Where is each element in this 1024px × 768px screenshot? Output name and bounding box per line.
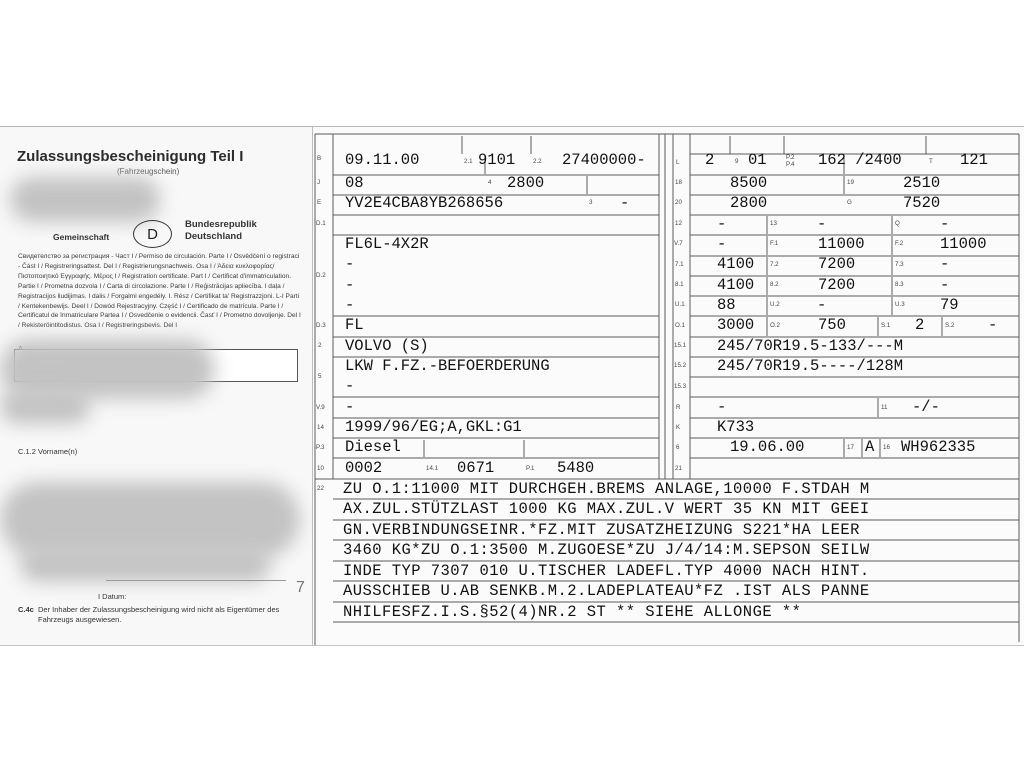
- label-8-2: 8.2: [770, 281, 779, 288]
- label-12: 12: [675, 220, 682, 227]
- label-14-1: 14.1: [426, 465, 439, 472]
- label-s1: S.1: [881, 322, 891, 329]
- label-7-1: 7.1: [675, 261, 684, 268]
- value-o1: 3000: [717, 316, 755, 334]
- label-2-1: 2.1: [464, 158, 473, 165]
- label-8-1: 8.1: [675, 281, 684, 288]
- date-label: I Datum:: [98, 592, 127, 601]
- remarks-line-4: 3460 KG*ZU O.1:3500 M.ZUGOESE*ZU J/4/14:M.SEPSON SEILW: [343, 541, 870, 559]
- value-b-first-registration: 09.11.00: [345, 151, 420, 169]
- label-7-3: 7.3: [895, 261, 904, 268]
- value-5-second-line: -: [345, 377, 355, 395]
- label-o2: O.2: [770, 322, 780, 329]
- label-s2: S.2: [945, 322, 955, 329]
- value-l: 2: [705, 151, 715, 169]
- value-14-emission: 1999/96/EG;A,GKL:G1: [345, 418, 522, 436]
- label-4: 4: [488, 179, 492, 186]
- value-5-vehicle-class: LKW F.FZ.-BEFOERDERUNG: [345, 357, 550, 375]
- label-d2: D.2: [316, 272, 326, 279]
- value-8-3: -: [940, 276, 950, 294]
- label-u3: U.3: [895, 301, 905, 308]
- label-d1: D.1: [316, 220, 326, 227]
- label-k: K: [676, 424, 681, 431]
- value-e-vin: YV2E4CBA8YB268656: [345, 194, 504, 212]
- first-name-label: C.1.2 Vorname(n): [18, 447, 78, 456]
- label-2: 2: [318, 342, 322, 349]
- remarks-line-1: ZU O.1:11000 MIT DURCHGEH.BREMS ANLAGE,10000 F.STDAH M: [343, 480, 870, 498]
- value-g: 7520: [903, 194, 941, 212]
- document-subtitle: (Fahrzeugschein): [117, 167, 180, 176]
- label-16: 16: [883, 444, 890, 451]
- multilingual-title: Свидетелство за регистрация - Част I / Permiso de circulación. Parte I / Osvědčení o registraci - Část I / Registreringsattest. Del I / Registrierungsnachweis. Osa I / Άδεια κυκλοφορίας/Πιστοποιητικό Εγγραφής. Μέρος I / Registration certificate. Part I / Certificat d'immatriculation. Partie I / Prometna dozvola I / Carta di circolazione. Parte I / Reģistrācijas apliecība. I daļa / Registracijos liudijimas. I dalis / Forgalmi engedély. I. Rész / Certifikat ta' Registrazzjoni. L-I Parti / Kentekenbewijs. Deel I / Dowód Rejestracyjny. Część I / Certificado de matrícula. Parte I / Certificatul de înmatriculare Partea I / Osvedčenie o evidencii. Časť I / Prometno dovoljenje. Del I / Rekisteröintitodistus. Osa I / Registreringsbevis. Del I: [18, 253, 301, 330]
- label-5: 5: [318, 373, 322, 380]
- remarks-line-5: INDE TYP 7307 010 U.TISCHER LADEFL.TYP 4000 NACH HINT.: [343, 562, 870, 580]
- value-20: 2800: [730, 194, 768, 212]
- label-15-3: 15.3: [674, 383, 687, 390]
- value-d3: FL: [345, 316, 364, 334]
- label-15-1: 15.1: [674, 342, 687, 349]
- label-21: 21: [675, 465, 682, 472]
- label-f1: F.1: [770, 240, 779, 247]
- label-17: 17: [847, 444, 854, 451]
- value-t: 121: [960, 151, 988, 169]
- label-t: T: [929, 158, 933, 165]
- value-u2: -: [817, 296, 827, 314]
- label-f2: F.2: [895, 240, 904, 247]
- value-f2: 11000: [940, 235, 987, 253]
- label-20: 20: [675, 199, 682, 206]
- label-o1: O.1: [675, 322, 685, 329]
- country-code: D: [147, 225, 158, 243]
- value-o2: 750: [818, 316, 846, 334]
- label-g: G: [847, 199, 852, 206]
- label-8-3: 8.3: [895, 281, 904, 288]
- value-8-1: 4100: [717, 276, 755, 294]
- value-p2-p4: 162 /2400: [818, 151, 902, 169]
- value-10: 0002: [345, 459, 383, 477]
- document-title: Zulassungsbescheinigung Teil I: [17, 148, 244, 165]
- value-16: WH962335: [901, 438, 976, 456]
- value-j: 08: [345, 174, 364, 192]
- label-u1: U.1: [675, 301, 685, 308]
- stray-digit: 7: [296, 579, 305, 596]
- value-11: -/-: [912, 398, 940, 416]
- value-p3-fuel: Diesel: [345, 438, 401, 456]
- value-f1: 11000: [818, 235, 865, 253]
- value-4: 2800: [507, 174, 545, 192]
- remarks-line-3: GN.VERBINDUNGSEINR.*FZ.MIT ZUSATZHEIZUNG S221*HA LEER: [343, 521, 860, 539]
- value-7-2: 7200: [818, 255, 856, 273]
- ownership-note-code: C.4c: [18, 605, 34, 614]
- label-u2: U.2: [770, 301, 780, 308]
- value-2-2: 27400000-: [562, 151, 646, 169]
- value-7-1: 4100: [717, 255, 755, 273]
- remarks-line-7: NHILFESFZ.I.S.§52(4)NR.2 ST ** SIEHE ALLONGE **: [343, 603, 802, 621]
- value-d2-line-2: -: [345, 255, 355, 273]
- ownership-note-line-1: Der Inhaber der Zulassungsbescheinigung wird nicht als Eigentümer des: [38, 605, 280, 614]
- label-r: R: [676, 404, 681, 411]
- label-11: 11: [881, 404, 888, 411]
- value-d2-line-4: -: [345, 296, 355, 314]
- value-7-3: -: [940, 255, 950, 273]
- label-7-2: 7.2: [770, 261, 779, 268]
- value-18: 8500: [730, 174, 768, 192]
- label-18: 18: [675, 179, 682, 186]
- label-b: B: [317, 155, 322, 162]
- label-19: 19: [847, 179, 854, 186]
- value-d2-line-3: -: [345, 276, 355, 294]
- value-2-1: 9101: [478, 151, 516, 169]
- label-15-2: 15.2: [674, 362, 687, 369]
- value-15-2-tyres-rear: 245/70R19.5----/128M: [717, 357, 904, 375]
- value-v9: -: [345, 398, 355, 416]
- value-15-1-tyres-front: 245/70R19.5-133/---M: [717, 337, 904, 355]
- label-3: 3: [589, 199, 593, 206]
- label-l: L: [676, 159, 680, 166]
- value-v7: -: [717, 235, 727, 253]
- label-p3: P.3: [316, 444, 325, 451]
- label-v9: V.9: [316, 404, 325, 411]
- value-q: -: [940, 215, 950, 233]
- value-8-2: 7200: [818, 276, 856, 294]
- label-q: Q: [895, 220, 900, 227]
- value-r: -: [717, 398, 727, 416]
- value-k: K733: [717, 418, 755, 436]
- remarks-line-2: AX.ZUL.STÜTZLAST 1000 KG MAX.ZUL.V WERT 35 KN MIT GEEI: [343, 500, 870, 518]
- label-v7: V.7: [674, 240, 683, 247]
- value-6: 19.06.00: [730, 438, 805, 456]
- country-name-line-2: Deutschland: [185, 231, 243, 242]
- label-14: 14: [317, 424, 324, 431]
- value-p1: 5480: [557, 459, 595, 477]
- label-p1: P.1: [526, 465, 535, 472]
- value-13: -: [817, 215, 827, 233]
- value-19: 2510: [903, 174, 941, 192]
- eu-community-label: Gemeinschaft: [53, 232, 110, 242]
- value-s1: 2: [915, 316, 925, 334]
- label-p2-p4: P.2 P.4: [786, 154, 795, 168]
- label-22: 22: [317, 485, 324, 492]
- label-j: J: [317, 179, 321, 186]
- label-e: E: [317, 199, 322, 206]
- value-3: -: [620, 194, 630, 212]
- registration-certificate: [0, 126, 1024, 646]
- value-d2-line-1: FL6L-4X2R: [345, 235, 429, 253]
- label-13: 13: [770, 220, 777, 227]
- label-6: 6: [676, 444, 680, 451]
- value-14-1: 0671: [457, 459, 495, 477]
- remarks-line-6: AUSSCHIEB U.AB SENKB.M.2.LADEPLATEAU*FZ .IST ALS PANNE: [343, 582, 870, 600]
- country-name-line-1: Bundesrepublik: [185, 219, 257, 230]
- ownership-note-line-2: Fahrzeugs ausgewiesen.: [38, 615, 122, 624]
- value-u1: 88: [717, 296, 736, 314]
- label-9: 9: [735, 158, 739, 165]
- label-d3: D.3: [316, 322, 326, 329]
- value-17: A: [865, 438, 875, 456]
- value-2-make: VOLVO (S): [345, 337, 429, 355]
- value-9: 01: [748, 151, 767, 169]
- value-u3: 79: [940, 296, 959, 314]
- value-s2: -: [988, 316, 998, 334]
- value-12: -: [717, 215, 727, 233]
- label-2-2: 2.2: [533, 158, 542, 165]
- label-10: 10: [317, 465, 324, 472]
